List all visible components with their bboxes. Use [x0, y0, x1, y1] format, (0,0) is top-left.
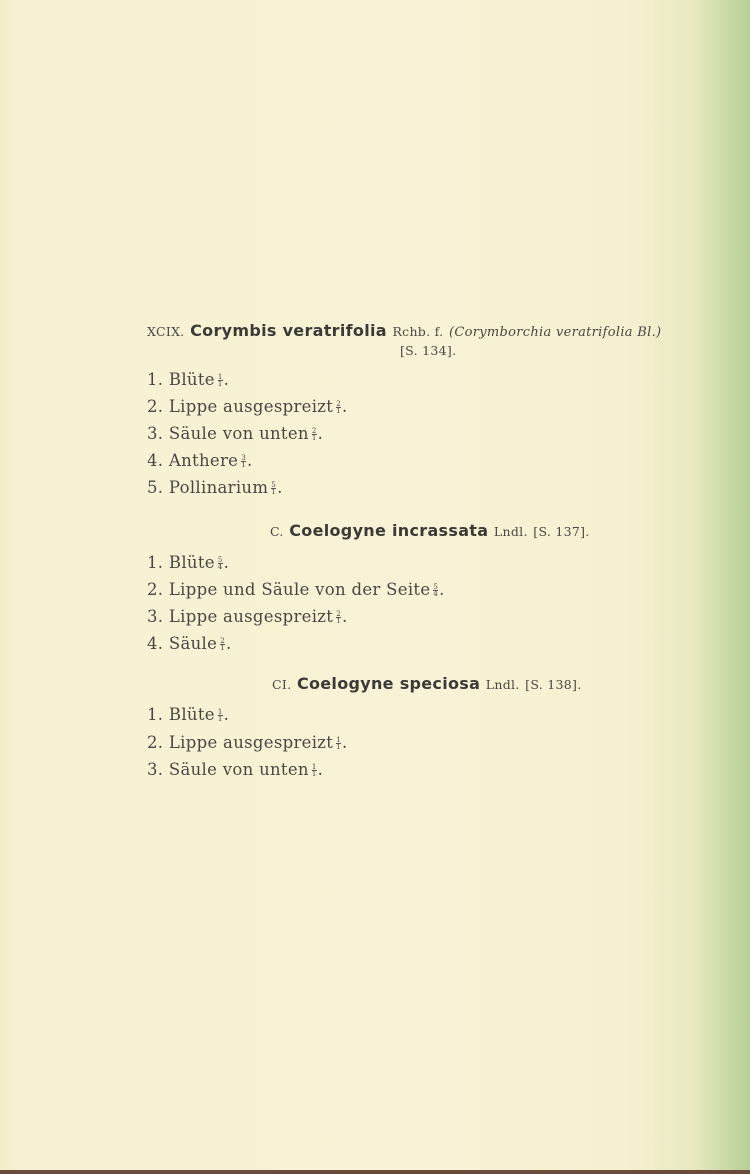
item-text: Lippe ausgespreizt — [168, 607, 334, 626]
item-number: 3. — [147, 760, 164, 779]
page-ref: [S. 138]. — [525, 677, 582, 692]
section-heading-xcix — [147, 321, 661, 340]
denominator: 4 — [433, 590, 439, 598]
item-number: 1. — [147, 553, 164, 572]
author: Lndl. — [485, 677, 520, 692]
denominator: 1 — [311, 770, 317, 778]
item-text: Pollinarium — [168, 478, 269, 497]
numerator: 1 — [336, 735, 341, 744]
list-item: 2. Lippe ausgespreizt $\frac{1}{1}$ . — [147, 732, 348, 752]
denominator: 1 — [241, 461, 246, 469]
numerator: 2 — [336, 610, 341, 618]
list-item: 4. Säule $\frac{2}{1}$ . — [147, 634, 232, 653]
author: Rchb. f. — [392, 324, 444, 339]
numerator: 5 — [217, 556, 223, 564]
numerator: 1 — [217, 708, 223, 716]
magnification-fraction — [271, 482, 276, 495]
item-text: Blüte — [168, 705, 215, 724]
denominator: 1 — [336, 407, 341, 415]
denominator: 1 — [217, 715, 223, 723]
denominator: 4 — [217, 563, 223, 571]
numerator: 1 — [217, 373, 223, 381]
numerator: 3 — [241, 454, 246, 462]
numerator: 1 — [311, 763, 317, 771]
numerator: 2 — [336, 400, 341, 408]
item-text: Blüte — [168, 553, 215, 572]
item-number: 3. — [147, 424, 164, 443]
list-item: 4. Anthere $\frac{3}{1}$ . — [147, 451, 253, 470]
species-name: Coelogyne incrassata — [289, 521, 489, 540]
list-item: 1. Blüte $\frac{5}{4}$ . — [147, 553, 230, 572]
item-text: Lippe und Säule von der Seite — [168, 580, 431, 599]
magnification-fraction — [336, 611, 341, 624]
numerator: 5 — [271, 481, 277, 489]
magnification-fraction — [312, 764, 317, 777]
numeral: XCIX. — [147, 324, 185, 339]
section-heading-c — [270, 521, 590, 540]
item-number: 3. — [147, 607, 164, 626]
item-number: 5. — [147, 478, 164, 497]
item-number: 1. — [147, 370, 164, 389]
list-item: 3. Säule von unten $\frac{1}{1}$ . — [147, 760, 324, 779]
denominator: 1 — [271, 488, 277, 496]
denominator: 1 — [336, 617, 341, 625]
page-ref: [S. 134]. — [400, 343, 457, 358]
magnification-fraction — [218, 709, 223, 722]
item-number: 4. — [147, 451, 164, 470]
page-edge — [0, 1170, 750, 1174]
magnification-fraction — [433, 584, 438, 597]
list-item: 3. Lippe ausgespreizt $\frac{2}{1}$ . — [147, 607, 348, 626]
denominator: 1 — [336, 742, 341, 751]
item-number: 1. — [147, 705, 164, 724]
item-number: 2. — [147, 580, 164, 599]
author: Lndl. — [493, 524, 528, 539]
list-item: 1. Blüte $\frac{1}{1}$ . — [147, 370, 230, 389]
numeral: C. — [270, 524, 284, 539]
numerator: 5 — [433, 583, 439, 591]
magnification-fraction — [312, 428, 317, 441]
item-text: Säule von unten — [168, 424, 309, 443]
list-item: 2. Lippe und Säule von der Seite $\frac{5}{4}$ . — [147, 580, 445, 599]
item-text: Lippe ausgespreizt — [168, 732, 334, 752]
species-name: Corymbis veratrifolia — [190, 321, 387, 340]
denominator: 1 — [311, 434, 317, 442]
list-item: 2. Lippe ausgespreizt $\frac{2}{1}$ . — [147, 397, 348, 416]
magnification-fraction — [336, 401, 341, 414]
page-ref: [S. 137]. — [533, 524, 590, 539]
item-text: Säule — [168, 634, 218, 653]
numeral: CI. — [272, 677, 292, 692]
magnification-fraction — [218, 557, 223, 570]
item-number: 2. — [147, 732, 164, 752]
item-number: 2. — [147, 397, 164, 416]
list-item: 5. Pollinarium $\frac{5}{1}$ . — [147, 478, 283, 497]
denominator: 1 — [217, 380, 223, 388]
synonym: (Corymborchia veratrifolia Bl.) — [448, 325, 662, 340]
item-text: Lippe ausgespreizt — [168, 397, 334, 416]
list-item: 1. Blüte $\frac{1}{1}$ . — [147, 705, 230, 724]
magnification-fraction — [218, 374, 223, 387]
denominator: 1 — [220, 644, 225, 652]
magnification-fraction — [241, 455, 246, 468]
item-text: Anthere — [168, 451, 239, 470]
magnification-fraction — [336, 737, 341, 750]
item-text: Säule von unten — [168, 760, 309, 779]
item-text: Blüte — [168, 370, 215, 389]
numerator: 2 — [220, 637, 225, 645]
magnification-fraction — [220, 638, 225, 651]
species-name: Coelogyne speciosa — [296, 674, 481, 693]
list-item: 3. Säule von unten $\frac{2}{1}$ . — [147, 424, 324, 443]
item-number: 4. — [147, 634, 164, 653]
numerator: 2 — [311, 427, 317, 435]
section-heading-ci — [272, 674, 582, 693]
